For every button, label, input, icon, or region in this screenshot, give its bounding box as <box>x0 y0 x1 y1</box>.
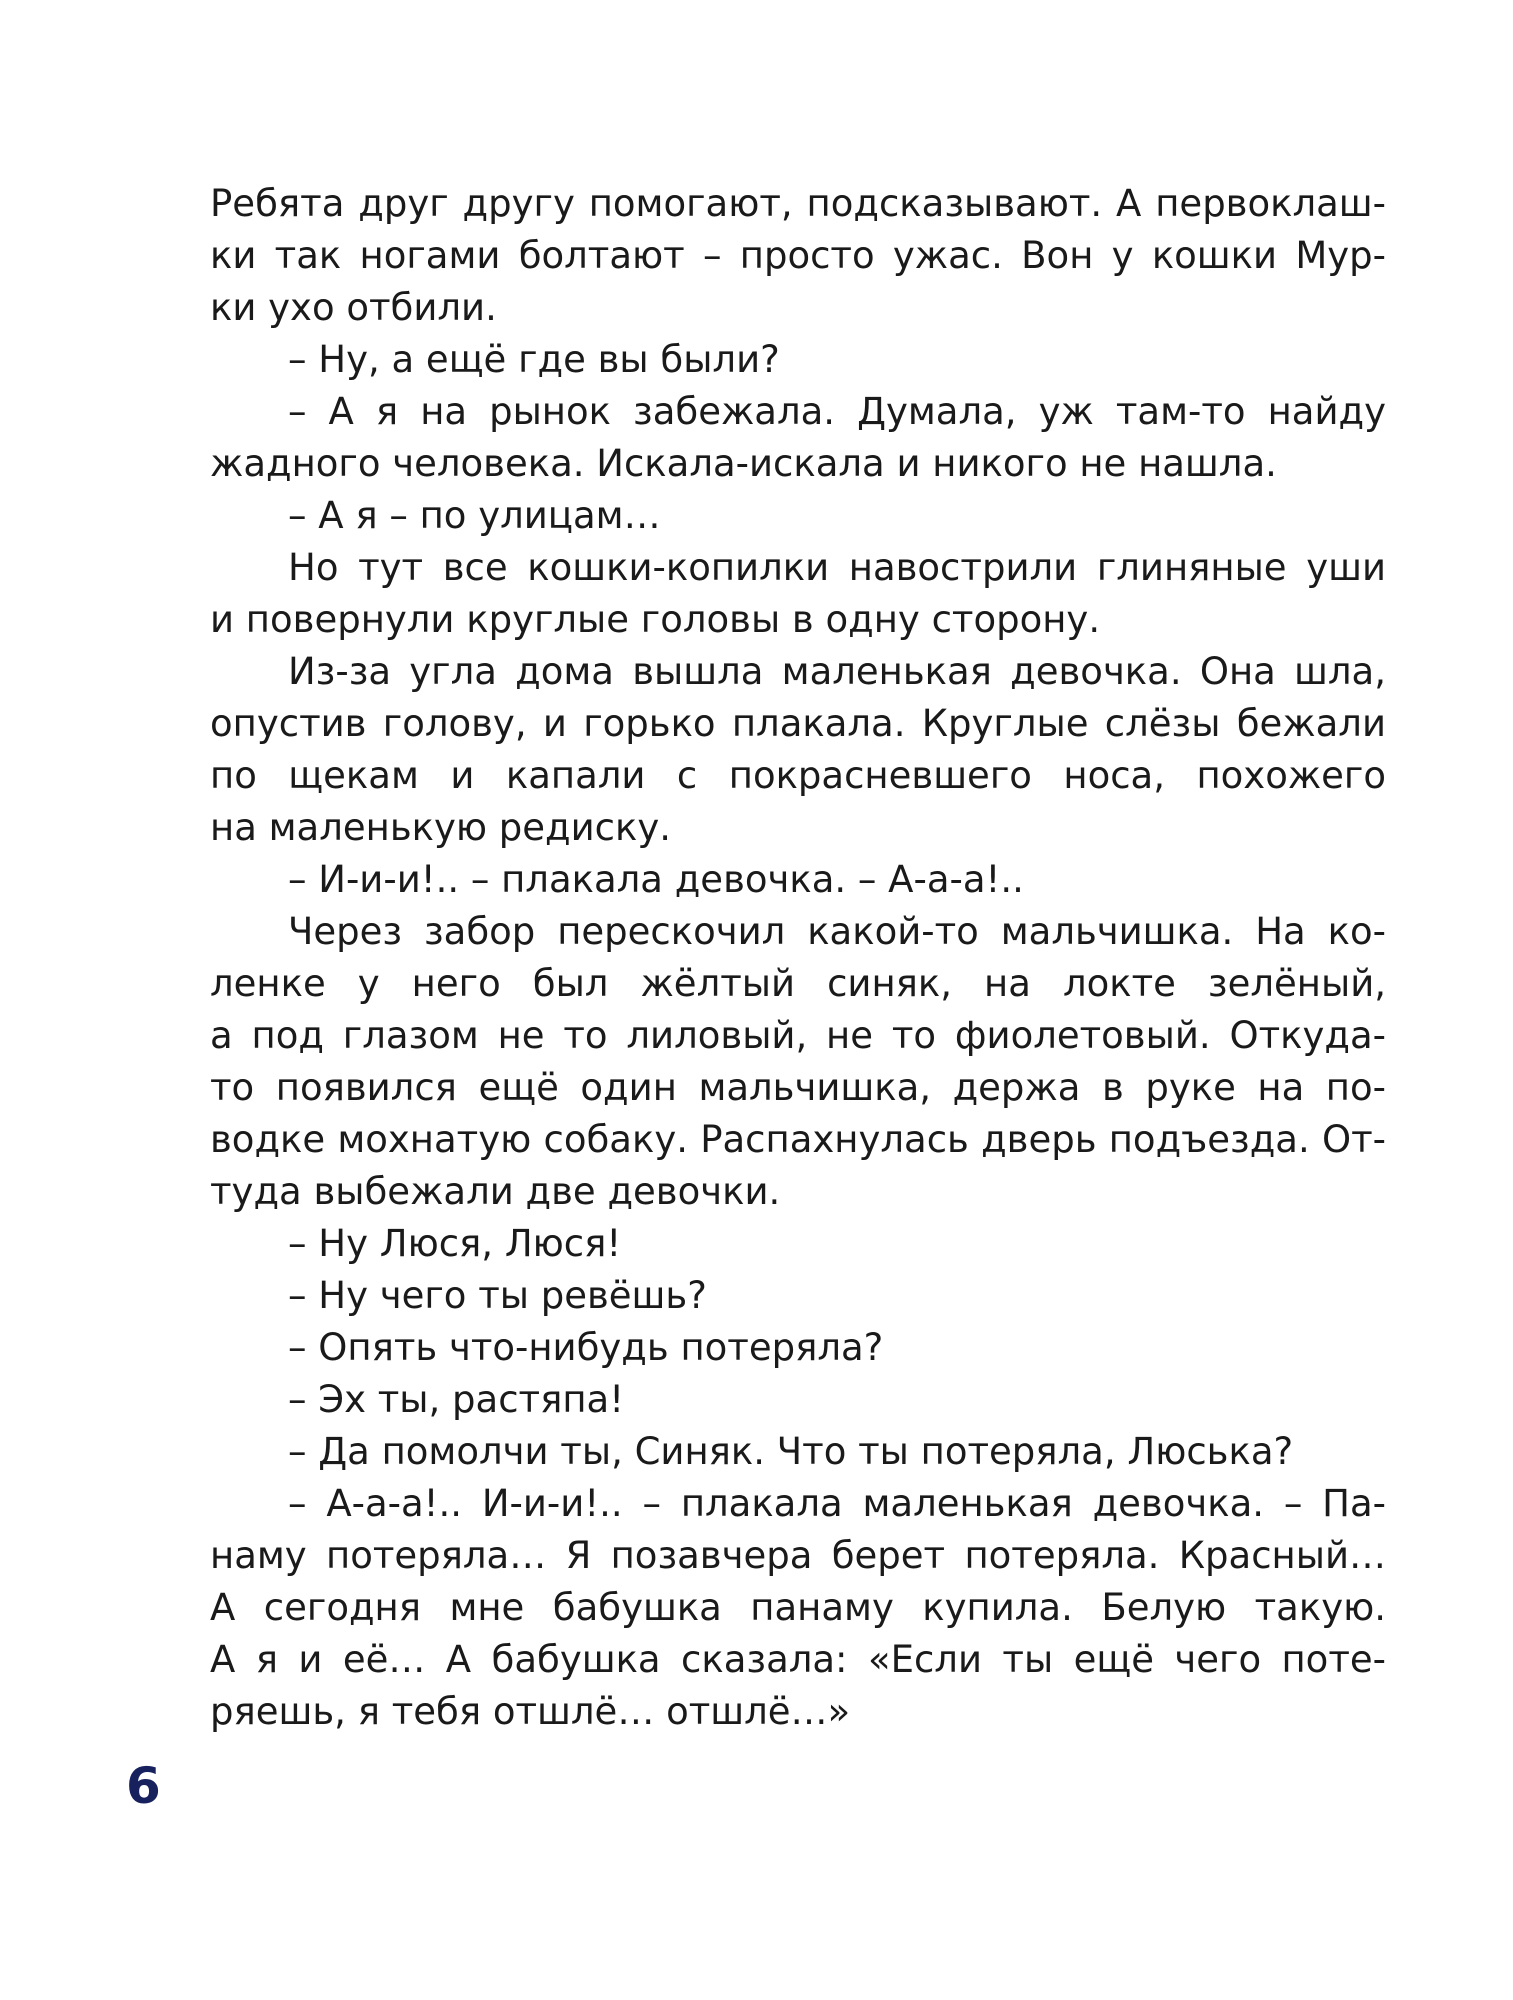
text-line: то появился ещё один мальчишка, держа в руке на по- <box>210 1066 1386 1109</box>
text-line: по щекам и капали с покрасневшего носа, похожего <box>210 754 1386 797</box>
dialogue-line: – Да помолчи ты, Синяк. Что ты потеряла, Люська? <box>288 1430 1294 1473</box>
text-line: ряешь, я тебя отшлё… отшлё…» <box>210 1690 851 1733</box>
text-line: на маленькую редиску. <box>210 806 672 849</box>
text-line: туда выбежали две девочки. <box>210 1170 781 1213</box>
dialogue-line: – Ну Люся, Люся! <box>288 1222 622 1265</box>
story-text <box>210 178 1386 1738</box>
text-line: а под глазом не то лиловый, не то фиолетовый. Откуда- <box>210 1014 1386 1057</box>
text-line: ленке у него был жёлтый синяк, на локте зелёный, <box>210 962 1386 1005</box>
text-line: А сегодня мне бабушка панаму купила. Белую такую. <box>210 1586 1386 1629</box>
text-line: наму потеряла… Я позавчера берет потеряла. Красный… <box>210 1534 1386 1577</box>
text-line: опустив голову, и горько плакала. Круглые слёзы бежали <box>210 702 1386 745</box>
dialogue-line: – А я на рынок забежала. Думала, уж там-то найду <box>288 390 1386 433</box>
text-line: водке мохнатую собаку. Распахнулась дверь подъезда. От- <box>210 1118 1386 1161</box>
paragraph-start: Но тут все кошки-копилки навострили глиняные уши <box>288 546 1386 589</box>
dialogue-line: – Эх ты, растяпа! <box>288 1378 625 1421</box>
page-number: 6 <box>126 1757 161 1815</box>
dialogue-line: – Опять что-нибудь потеряла? <box>288 1326 884 1369</box>
dialogue-line: – Ну, а ещё где вы были? <box>288 338 780 381</box>
text-line: жадного человека. Искала-искала и никого не нашла. <box>210 442 1277 485</box>
paragraph-start: Из-за угла дома вышла маленькая девочка. Она шла, <box>288 650 1386 693</box>
dialogue-line: – Ну чего ты ревёшь? <box>288 1274 707 1317</box>
dialogue-line: – А-а-а!.. И-и-и!.. – плакала маленькая девочка. – Па- <box>288 1482 1386 1525</box>
dialogue-line: – А я – по улицам… <box>288 494 661 537</box>
dialogue-line: – И-и-и!.. – плакала девочка. – А-а-а!.. <box>288 858 1024 901</box>
text-line: ки ухо отбили. <box>210 286 497 329</box>
text-line: ки так ногами болтают – просто ужас. Вон у кошки Мур- <box>210 234 1386 277</box>
paragraph-start: Через забор перескочил какой-то мальчишка. На ко- <box>288 910 1386 953</box>
text-line: Ребята друг другу помогают, подсказывают. А первоклаш- <box>210 182 1386 225</box>
text-line: и повернули круглые головы в одну сторону. <box>210 598 1101 641</box>
text-line: А я и её… А бабушка сказала: «Если ты ещё чего поте- <box>210 1638 1386 1681</box>
